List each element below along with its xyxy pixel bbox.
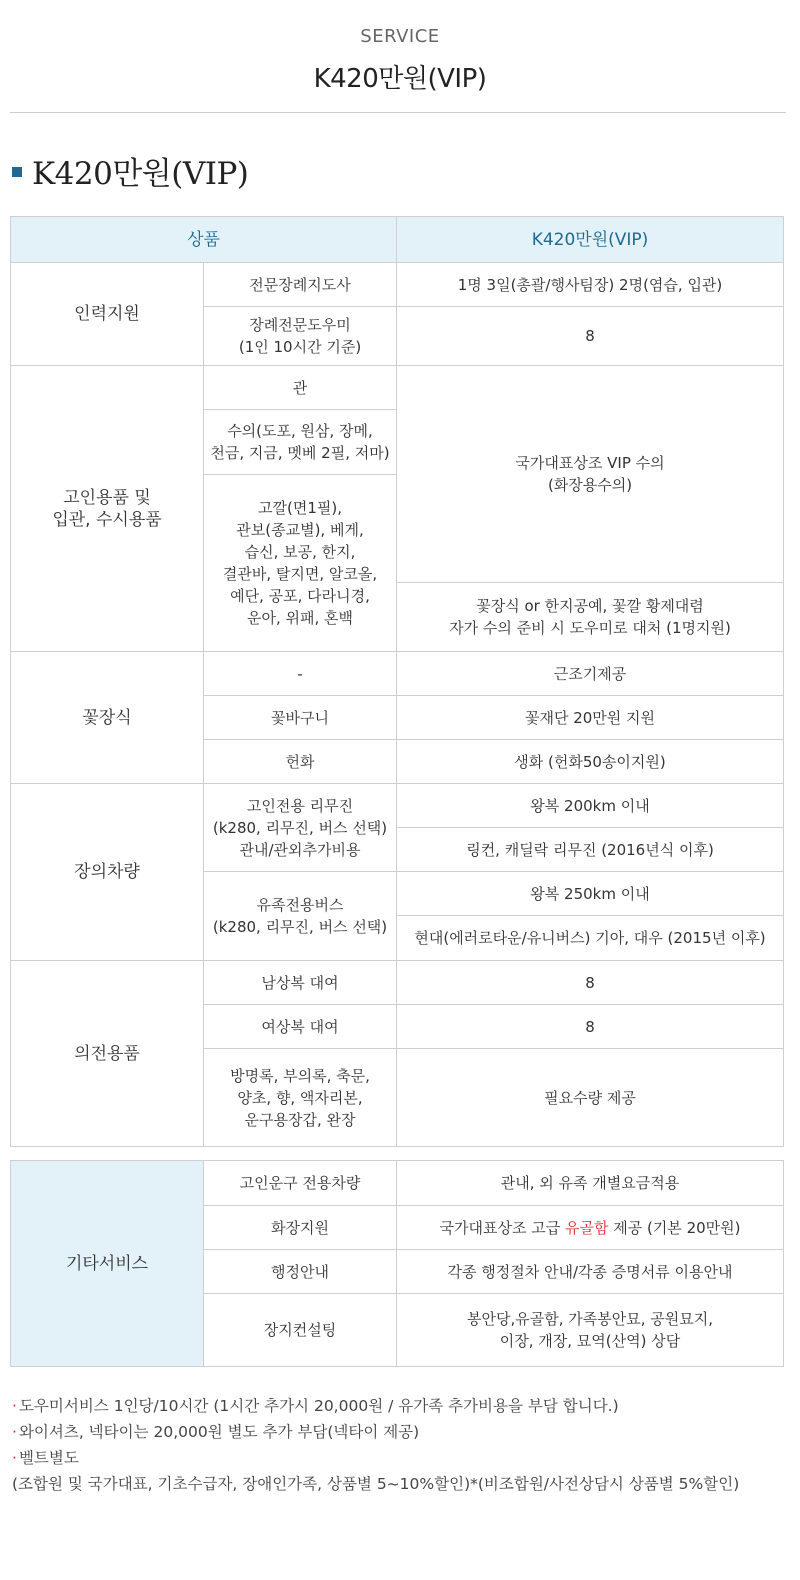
item-cell: 꽃바구니: [204, 696, 397, 740]
header-divider: [10, 112, 786, 113]
dot-bullet-icon: ·: [12, 1423, 17, 1441]
category-extra: 기타서비스: [11, 1161, 204, 1367]
note-item: [12, 1445, 739, 1471]
value-cell: 링컨, 캐딜락 리무진 (2016년식 이후): [397, 828, 784, 872]
category-vehicles: 장의차량: [11, 784, 204, 961]
note-item: [12, 1419, 739, 1445]
value-cell: 근조기제공: [397, 652, 784, 696]
note-text: (조합원 및 국가대표, 기초수급자, 장애인가족, 상품별 5~10%할인)*(비조합원/사전상담시 상품별 5%할인): [12, 1475, 740, 1493]
section-title: [12, 148, 248, 193]
item-cell: 헌화: [204, 740, 397, 784]
category-supplies: 고인용품 및 입관, 수시용품: [11, 366, 204, 652]
item-cell: -: [204, 652, 397, 696]
notes-list: [12, 1393, 739, 1497]
item-cell: 여상복 대여: [204, 1005, 397, 1049]
item-cell: 남상복 대여: [204, 961, 397, 1005]
item-cell: 유족전용버스 (k280, 리무진, 버스 선택): [204, 872, 397, 961]
table-row: [11, 652, 784, 696]
item-cell: 고깔(면1필), 관보(종교별), 베게, 습신, 보공, 한지, 결관바, 탈지면, 알코올, 예단, 공포, 다라니경, 운아, 위패, 혼백: [204, 475, 397, 652]
value-cell: 8: [397, 1005, 784, 1049]
value-cell: 봉안당,유골함, 가족봉안묘, 공원묘지, 이장, 개장, 묘역(산역) 상담: [397, 1294, 784, 1367]
dot-bullet-icon: ·: [12, 1397, 17, 1415]
item-cell: 고인운구 전용차량: [204, 1161, 397, 1206]
note-item: [12, 1471, 739, 1497]
item-cell: 화장지원: [204, 1206, 397, 1250]
value-cell: 현대(에러로타운/유니버스) 기아, 대우 (2015년 이후): [397, 916, 784, 961]
extra-services-table: [10, 1160, 784, 1367]
square-bullet-icon: [12, 167, 22, 177]
item-cell: 방명록, 부의록, 축문, 양초, 향, 액자리본, 운구용장갑, 완장: [204, 1049, 397, 1147]
value-cell: 필요수량 제공: [397, 1049, 784, 1147]
table-header-row: [11, 217, 784, 263]
category-ceremony: 의전용품: [11, 961, 204, 1147]
value-cell: 관내, 외 유족 개별요금적용: [397, 1161, 784, 1206]
table-row: [11, 784, 784, 828]
note-item: [12, 1393, 739, 1419]
value-cell: 왕복 250km 이내: [397, 872, 784, 916]
value-cell: 국가대표상조 VIP 수의 (화장용수의): [397, 366, 784, 583]
value-cell: 1명 3일(총괄/행사팀장) 2명(염습, 입관): [397, 263, 784, 307]
item-cell: 행정안내: [204, 1250, 397, 1294]
note-text: 와이셔츠, 넥타이는 20,000원 별도 추가 부담(넥타이 제공): [18, 1423, 420, 1441]
value-cell: 8: [397, 307, 784, 366]
value-cell: 꽃재단 20만원 지원: [397, 696, 784, 740]
note-text: 벨트별도: [18, 1449, 79, 1467]
page-title: K420만원(VIP): [313, 64, 487, 94]
item-cell: 장지컨설팅: [204, 1294, 397, 1367]
value-cell: 생화 (헌화50송이지원): [397, 740, 784, 784]
category-staff: 인력지원: [11, 263, 204, 366]
table-row: [11, 263, 784, 307]
item-cell: 장례전문도우미 (1인 10시간 기준): [204, 307, 397, 366]
item-cell: 전문장례지도사: [204, 263, 397, 307]
item-cell: 관: [204, 366, 397, 410]
item-cell: 수의(도포, 원삼, 장메, 천금, 지금, 멧베 2필, 저마): [204, 410, 397, 475]
service-eyebrow: SERVICE: [360, 26, 440, 47]
value-cell: 왕복 200km 이내: [397, 784, 784, 828]
dot-bullet-icon: ·: [12, 1449, 17, 1467]
value-text-post: 제공 (기본 20만원): [608, 1218, 741, 1237]
header-product: 상품: [11, 217, 397, 263]
value-text-pre: 국가대표상조 고급: [439, 1218, 565, 1237]
value-cell: 8: [397, 961, 784, 1005]
highlight-text: 유골함: [564, 1218, 609, 1237]
table-row: [11, 961, 784, 1005]
table-row: [11, 366, 784, 410]
product-table: [10, 216, 784, 1147]
table-row: [11, 1161, 784, 1206]
header-plan: K420만원(VIP): [397, 217, 784, 263]
category-flowers: 꽃장식: [11, 652, 204, 784]
note-text: 도우미서비스 1인당/10시간 (1시간 추가시 20,000원 / 유가족 추가비용을 부담 합니다.): [18, 1397, 619, 1415]
item-cell: 고인전용 리무진 (k280, 리무진, 버스 선택) 관내/관외추가비용: [204, 784, 397, 872]
value-cell: 꽃장식 or 한지공예, 꽃깔 황제대렴 자가 수의 준비 시 도우미로 대처 (1명지원): [397, 583, 784, 652]
value-cell: 각종 행정절차 안내/각종 증명서류 이용안내: [397, 1250, 784, 1294]
section-title-text: K420만원(VIP): [32, 156, 249, 192]
value-cell: [397, 1206, 784, 1250]
